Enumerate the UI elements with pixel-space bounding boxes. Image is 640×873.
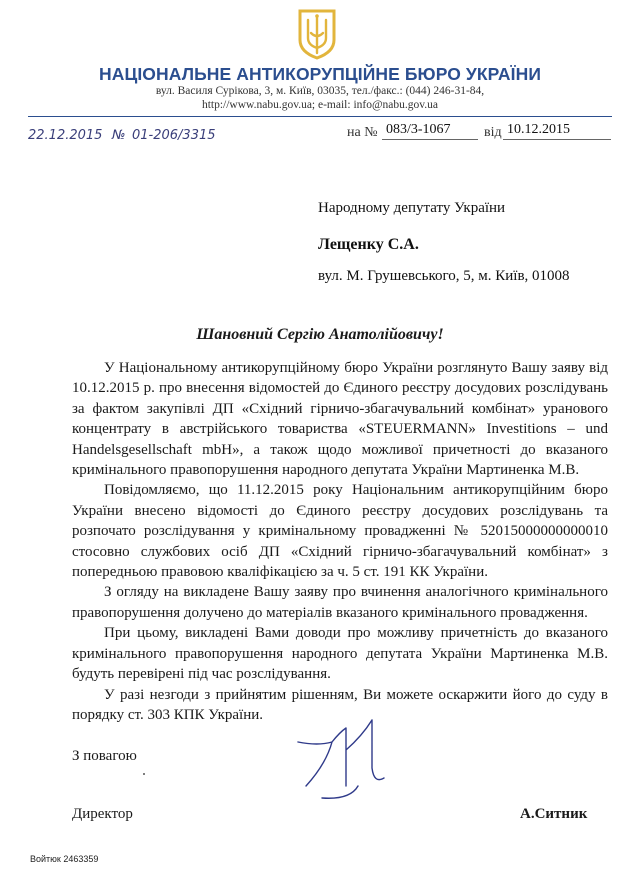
body-paragraph: При цьому, викладені Вами доводи про можливу причетність до вказаного кримінального правопорушення народного депутата України Мартиненка М.В. будуть перевірені під час розслідування. [72, 625, 608, 683]
organization-address: вул. Василя Сурікова, 3, м. Київ, 03035, тел./факс.: (044) 246-31-84, [155, 85, 485, 97]
recipient-title: Народному депутату України [318, 200, 506, 216]
recipient-address: вул. М. Грушевського, 5, м. Київ, 01008 [318, 268, 570, 284]
body-paragraph: З огляду на викладене Вашу заяву про вчинення аналогічного кримінального правопорушення долучено до матеріалів вказаного кримінального провадження. [72, 584, 608, 621]
closing-phrase: З повагою [72, 748, 137, 764]
footer-note: Войтюк 2463359 [30, 854, 99, 864]
body-paragraph: У разі незгоди з прийнятим рішенням, Ви можете оскаржити його до суду в порядку ст. 303 КПК України. [72, 686, 608, 723]
header-divider [28, 116, 612, 117]
handwritten-number-label: № [112, 128, 126, 143]
letter-body [72, 358, 608, 725]
handwritten-number: 01-206/3315 [132, 128, 216, 143]
signer-position: Директор [72, 806, 133, 822]
handwritten-signature [292, 712, 404, 808]
handwritten-date: 22.12.2015 [28, 128, 103, 143]
ink-dot [143, 773, 145, 775]
signer-name: А.Ситник [520, 806, 588, 822]
salutation: Шановний Сергію Анатолійовичу! [196, 326, 444, 343]
trident-emblem [297, 8, 337, 60]
reference-label: на № [347, 125, 378, 140]
reference-number: 083/3-1067 [382, 122, 478, 140]
body-paragraph: У Національному антикорупційному бюро України розглянуто Вашу заяву від 10.12.2015 р. про внесення відомостей до Єдиного реєстру досудових розслідувань за фактом закупівлі ДП «Східний гірничо-збагачувальний комбінат» уранового концентрату в австрійського товариства «STEUERMANN» Investitions – und Handelsgesellschaft mbH», а також щодо можливої причетності до вказаного кримінального правопорушення народного депутата України Мартиненка М.В. [72, 360, 608, 479]
recipient-name: Лещенку С.А. [318, 236, 419, 253]
organization-contacts: http://www.nabu.gov.ua; e-mail: info@nabu.gov.ua [201, 99, 439, 111]
body-paragraph: Повідомляємо, що 11.12.2015 року Національним антикорупційним бюро України внесено відомості до Єдиного реєстру досудових розслідувань та розпочато розслідування у кримінальному провадженні № 52015000000000010 стосовно службових осіб ДП «Східний гірничо-збагачувальний комбінат» з попередньою правовою кваліфікацією за ч. 5 ст. 191 КК України. [72, 482, 608, 581]
reference-date: 10.12.2015 [503, 122, 611, 140]
reference-date-label: від [484, 125, 502, 140]
organization-name: НАЦІОНАЛЬНЕ АНТИКОРУПЦІЙНЕ БЮРО УКРАЇНИ [98, 64, 541, 84]
